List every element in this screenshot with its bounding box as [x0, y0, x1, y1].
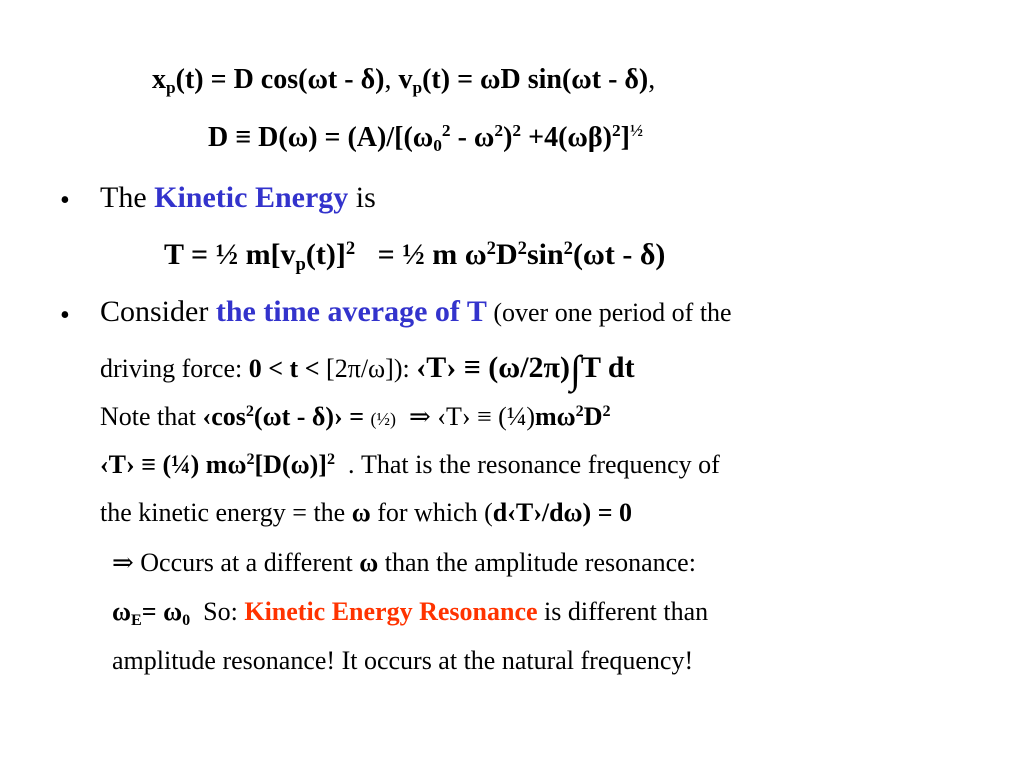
kinetic-energy-heading: The Kinetic Energy is [100, 181, 376, 214]
time-average-heading: Consider the time average of T (over one period of the [100, 295, 732, 328]
time-average-definition: driving force: 0 < t < [2π/ω]): ‹T› ≡ (ω/2π)∫T dt [100, 347, 635, 392]
cosine-average-note: Note that $‹\cos^2(\omega t$ - δ)› = (½) ⇒ ‹T› ≡ $(\frac{1}{4})m\omega^2D^2$ [100, 402, 611, 431]
resonance-condition: the kinetic energy = the ω for which (d‹T›/dω) = 0 [100, 498, 633, 527]
bullet-marker: • [60, 300, 70, 331]
different-omega-note: ⇒ Occurs at a different ω than the amplitude resonance: [112, 548, 696, 577]
average-kinetic-energy-result: ‹T› ≡ (¼) $m\omega^2[D(\omega)]^2$ . That is the resonance frequency of [100, 450, 720, 479]
kinetic-energy-resonance-statement: $\omega_E= \omega_0$ So: Kinetic Energy Resonance is different than [112, 597, 709, 629]
bullet-marker: • [60, 185, 70, 216]
equation-displacement-velocity: $x_p(t) = D$ cos(ωt - δ), $v_p(t) = \omega D$ sin(ωt - δ), [152, 64, 656, 98]
natural-frequency-conclusion: amplitude resonance! It occurs at the natural frequency! [112, 646, 694, 675]
equation-kinetic-energy: T = ½ $m[v_p(t)]^2$ = ½ m $\omega^2D^2\sin^2(\omega t - \delta)$ [164, 237, 666, 275]
integral-symbol: ∫ [569, 347, 581, 392]
equation-amplitude: $D \equiv D(\omega) = (A)/[(\omega_0^2 - \omega^2)^2 +4(\omega\beta)^2]^{\frac{1}{2}}$ [208, 121, 643, 156]
